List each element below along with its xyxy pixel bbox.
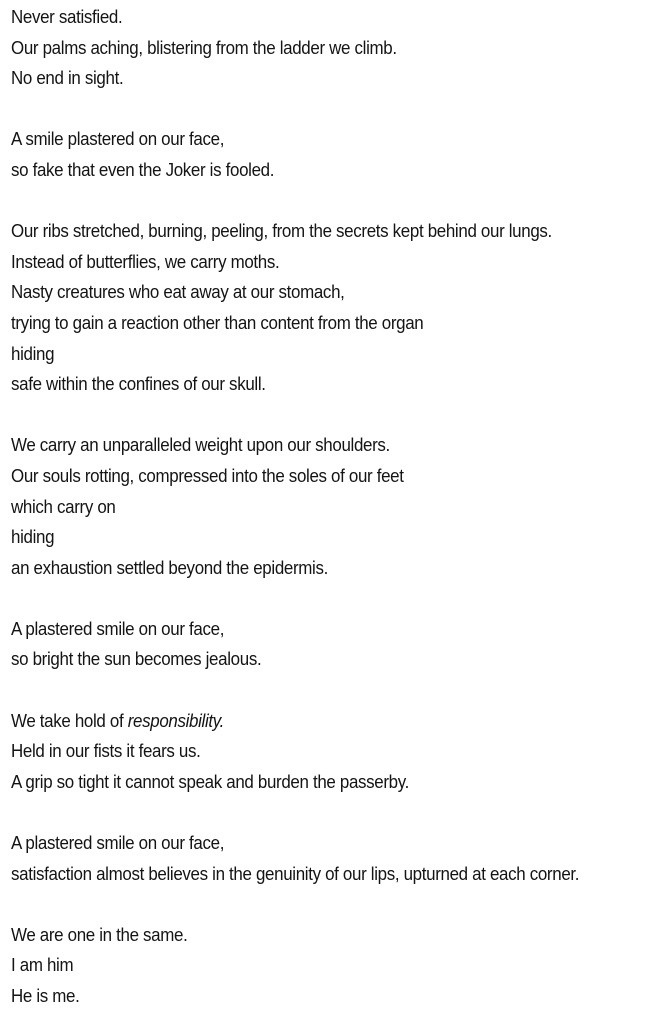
poem-line: an exhaustion settled beyond the epidermis. xyxy=(11,557,328,578)
poem-line: Held in our fists it fears us. xyxy=(11,741,201,762)
poem-line: so fake that even the Joker is fooled. xyxy=(11,159,275,180)
stanza-break xyxy=(11,583,616,614)
poem-line: I am him xyxy=(11,955,74,976)
poem-line: A grip so tight it cannot speak and burden the passerby. xyxy=(11,771,410,792)
poem-line: trying to gain a reaction other than content from the organ xyxy=(11,312,424,333)
poem-line: No end in sight. xyxy=(11,68,124,89)
stanza-break xyxy=(11,889,616,920)
stanza-break xyxy=(11,675,616,706)
poem-line: so bright the sun becomes jealous. xyxy=(11,649,262,670)
poem-text xyxy=(11,2,616,1012)
poem-line: Nasty creatures who eat away at our stomach, xyxy=(11,282,345,303)
poem-line: Our souls rotting, compressed into the soles of our feet xyxy=(11,465,404,486)
poem-line: satisfaction almost believes in the genuinity of our lips, upturned at each corner. xyxy=(11,863,580,884)
poem-line: Our ribs stretched, burning, peeling, from the secrets kept behind our lungs. xyxy=(11,221,552,242)
poem-line: We are one in the same. xyxy=(11,924,188,945)
emphasized-word: responsibility. xyxy=(127,710,225,731)
poem-line: A plastered smile on our face, xyxy=(11,618,225,639)
stanza-break xyxy=(11,94,616,125)
poem-line: safe within the confines of our skull. xyxy=(11,374,266,395)
poem-line: hiding xyxy=(11,343,55,364)
poem-line: Our palms aching, blistering from the ladder we climb. xyxy=(11,37,397,58)
poem-line: A smile plastered on our face, xyxy=(11,129,225,150)
poem-line: Never satisfied. xyxy=(11,7,123,27)
poem-line: We carry an unparalleled weight upon our shoulders. xyxy=(11,435,390,456)
poem-line: hiding xyxy=(11,527,55,548)
poem-line xyxy=(11,706,616,737)
poem-line: He is me. xyxy=(11,986,80,1006)
stanza-break xyxy=(11,400,616,431)
stanza-break xyxy=(11,186,616,217)
stanza-break xyxy=(11,797,616,828)
poem-line: A plastered smile on our face, xyxy=(11,833,225,854)
poem-line: Instead of butterflies, we carry moths. xyxy=(11,251,280,272)
poem-line: which carry on xyxy=(11,496,116,517)
poem-line-text: We take hold of xyxy=(11,710,128,731)
